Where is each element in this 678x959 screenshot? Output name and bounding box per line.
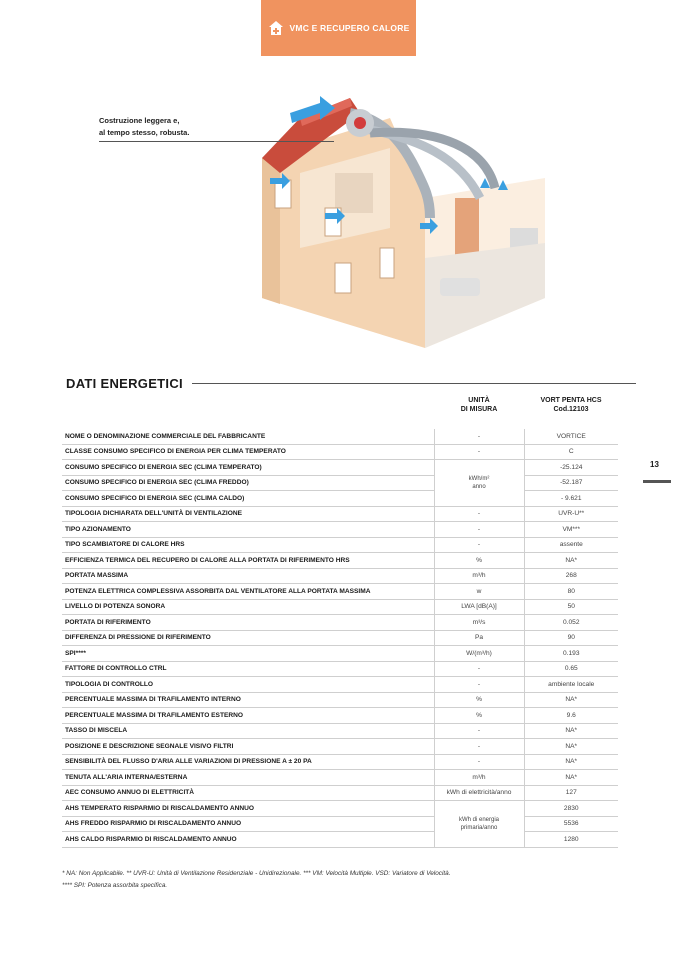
row-label: POTENZA ELETTRICA COMPLESSIVA ASSORBITA DAL VENTILATORE ALLA PORTATA MASSIMA: [62, 584, 434, 600]
table-row: [62, 770, 618, 786]
row-label: CONSUMO SPECIFICO DI ENERGIA SEC (CLIMA CALDO): [62, 491, 434, 507]
house-cutaway-illustration: [240, 78, 580, 363]
row-unit: m³/s: [434, 615, 524, 631]
table-row: [62, 801, 618, 817]
table-row: [62, 599, 618, 615]
table-row: [62, 661, 618, 677]
table-row: [62, 491, 618, 507]
table-row: [62, 785, 618, 801]
row-unit: %: [434, 708, 524, 724]
page-number: 13: [650, 460, 659, 469]
table-row: [62, 522, 618, 538]
row-label: CONSUMO SPECIFICO DI ENERGIA SEC (CLIMA FREDDO): [62, 475, 434, 491]
row-value: VORTICE: [524, 429, 618, 444]
energy-data-table: [62, 429, 618, 848]
category-tab-label: VMC E RECUPERO CALORE: [289, 23, 410, 33]
row-value: 268: [524, 568, 618, 584]
table-row: [62, 460, 618, 476]
row-value: NA*: [524, 692, 618, 708]
row-label: DIFFERENZA DI PRESSIONE DI RIFERIMENTO: [62, 630, 434, 646]
table-row: [62, 739, 618, 755]
row-value: 5536: [524, 816, 618, 832]
row-unit: -: [434, 661, 524, 677]
table-row: [62, 615, 618, 631]
page-marker-bar: [643, 480, 671, 483]
table-row: [62, 723, 618, 739]
row-unit: -: [434, 522, 524, 538]
row-label: CLASSE CONSUMO SPECIFICO DI ENERGIA PER CLIMA TEMPERATO: [62, 444, 434, 460]
row-unit: -: [434, 739, 524, 755]
callout-leader-line: [99, 141, 334, 142]
table-row: [62, 754, 618, 770]
row-value: 9.6: [524, 708, 618, 724]
table-row: [62, 832, 618, 848]
row-value: NA*: [524, 723, 618, 739]
title-rule: [192, 383, 636, 384]
row-label: PORTATA MASSIMA: [62, 568, 434, 584]
row-label: TENUTA ALL'ARIA INTERNA/ESTERNA: [62, 770, 434, 786]
row-value: 127: [524, 785, 618, 801]
row-value: 2830: [524, 801, 618, 817]
row-label: POSIZIONE E DESCRIZIONE SEGNALE VISIVO FILTRI: [62, 739, 434, 755]
row-unit-merged: kWh/m² anno: [434, 460, 524, 507]
row-value: VM***: [524, 522, 618, 538]
row-label: TIPOLOGIA DI CONTROLLO: [62, 677, 434, 693]
row-label: SPI****: [62, 646, 434, 662]
row-value: assente: [524, 537, 618, 553]
table-row: [62, 816, 618, 832]
section-title: DATI ENERGETICI: [66, 376, 183, 391]
row-label: PORTATA DI RIFERIMENTO: [62, 615, 434, 631]
row-unit: -: [434, 444, 524, 460]
table-row: [62, 444, 618, 460]
row-value: 0.65: [524, 661, 618, 677]
row-unit: -: [434, 754, 524, 770]
row-value: UVR-U**: [524, 506, 618, 522]
row-unit: -: [434, 677, 524, 693]
table-row: [62, 506, 618, 522]
column-header-unit: UNITÀ DI MISURA: [460, 397, 498, 413]
table-row: [62, 553, 618, 569]
table-row: [62, 646, 618, 662]
row-unit: m³/h: [434, 568, 524, 584]
table-row: [62, 429, 618, 444]
row-label: CONSUMO SPECIFICO DI ENERGIA SEC (CLIMA TEMPERATO): [62, 460, 434, 476]
row-value: 50: [524, 599, 618, 615]
row-label: TIPOLOGIA DICHIARATA DELL'UNITÀ DI VENTILAZIONE: [62, 506, 434, 522]
row-value: - 9.621: [524, 491, 618, 507]
table-row: [62, 677, 618, 693]
house-plus-icon: [268, 20, 284, 36]
row-label: AHS TEMPERATO RISPARMIO DI RISCALDAMENTO ANNUO: [62, 801, 434, 817]
row-label: SENSIBILITÀ DEL FLUSSO D'ARIA ALLE VARIAZIONI DI PRESSIONE A ± 20 PA: [62, 754, 434, 770]
row-value: 90: [524, 630, 618, 646]
row-label: FATTORE DI CONTROLLO CTRL: [62, 661, 434, 677]
row-value: 1280: [524, 832, 618, 848]
row-unit: m³/h: [434, 770, 524, 786]
row-unit: W/(m³/h): [434, 646, 524, 662]
table-row: [62, 584, 618, 600]
footnote-spi: **** SPI: Potenza assorbita specifica.: [62, 882, 168, 889]
row-value: ambiente locale: [524, 677, 618, 693]
row-label: EFFICIENZA TERMICA DEL RECUPERO DI CALORE ALLA PORTATA DI RIFERIMENTO HRS: [62, 553, 434, 569]
row-value: 80: [524, 584, 618, 600]
row-value: C: [524, 444, 618, 460]
row-value: -25.124: [524, 460, 618, 476]
row-label: PERCENTUALE MASSIMA DI TRAFILAMENTO INTERNO: [62, 692, 434, 708]
row-unit-merged: kWh di energia primaria/anno: [434, 801, 524, 848]
row-label: TIPO SCAMBIATORE DI CALORE HRS: [62, 537, 434, 553]
row-unit: %: [434, 553, 524, 569]
row-unit: kWh di elettricità/anno: [434, 785, 524, 801]
row-unit: %: [434, 692, 524, 708]
row-label: NOME O DENOMINAZIONE COMMERCIALE DEL FABBRICANTE: [62, 429, 434, 444]
row-value: NA*: [524, 739, 618, 755]
row-unit: -: [434, 506, 524, 522]
row-unit: -: [434, 723, 524, 739]
table-row: [62, 630, 618, 646]
row-label: TASSO DI MISCELA: [62, 723, 434, 739]
row-label: AHS CALDO RISPARMIO DI RISCALDAMENTO ANNUO: [62, 832, 434, 848]
row-label: AEC CONSUMO ANNUO DI ELETTRICITÀ: [62, 785, 434, 801]
table-row: [62, 475, 618, 491]
illustration-callout: Costruzione leggera e, al tempo stesso, robusta.: [99, 116, 190, 137]
row-value: 0.052: [524, 615, 618, 631]
table-row: [62, 568, 618, 584]
row-label: PERCENTUALE MASSIMA DI TRAFILAMENTO ESTERNO: [62, 708, 434, 724]
row-unit: LWA [dB(A)]: [434, 599, 524, 615]
row-value: NA*: [524, 770, 618, 786]
row-unit: w: [434, 584, 524, 600]
column-header-value: VORT PENTA HCS Cod.12103: [540, 397, 602, 413]
row-label: AHS FREDDO RISPARMIO DI RISCALDAMENTO ANNUO: [62, 816, 434, 832]
row-value: NA*: [524, 754, 618, 770]
category-tab: [261, 0, 416, 56]
row-unit: -: [434, 537, 524, 553]
row-label: LIVELLO DI POTENZA SONORA: [62, 599, 434, 615]
row-unit: Pa: [434, 630, 524, 646]
row-value: NA*: [524, 553, 618, 569]
footnote-abbreviations: * NA: Non Applicabile. ** UVR-U: Unità di Ventilazione Residenziale - Unidirezionale. *** VM: Velocità Multiple. VSD: Variatore di Velocità.: [62, 870, 451, 877]
table-row: [62, 708, 618, 724]
row-label: TIPO AZIONAMENTO: [62, 522, 434, 538]
row-unit: -: [434, 429, 524, 444]
row-value: 0.193: [524, 646, 618, 662]
table-row: [62, 692, 618, 708]
table-row: [62, 537, 618, 553]
row-value: -52.187: [524, 475, 618, 491]
